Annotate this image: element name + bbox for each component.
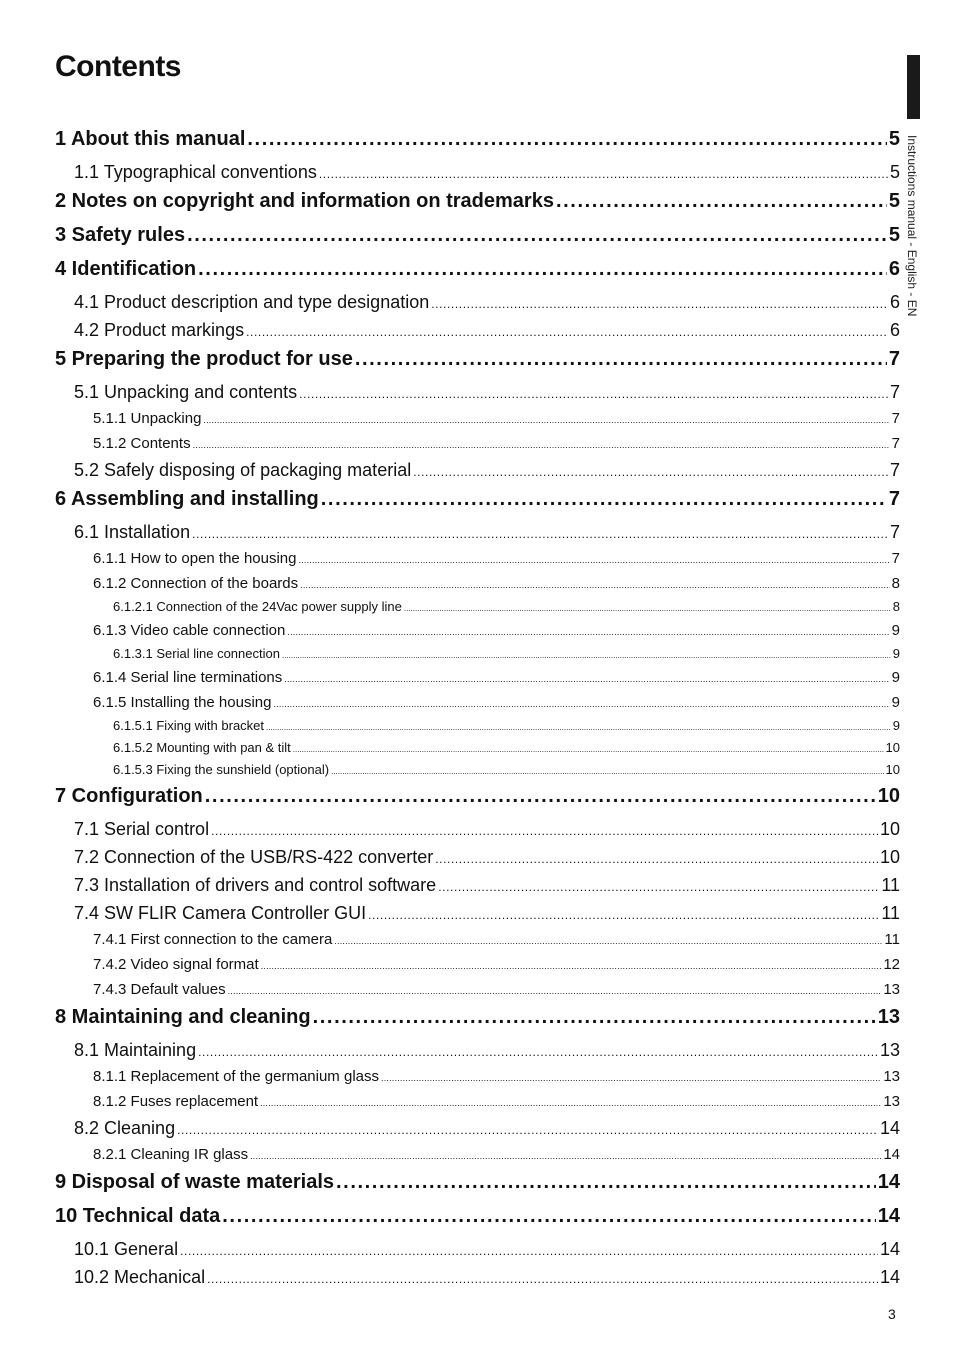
toc-entry[interactable]	[55, 186, 900, 220]
toc-entry[interactable]	[55, 518, 900, 546]
toc-entry[interactable]	[55, 406, 900, 431]
toc-entry-label: 6.1 Installation	[74, 522, 191, 542]
dot-leader	[193, 433, 890, 458]
toc-entry-label: 10.2 Mechanical	[74, 1267, 206, 1287]
toc-entry-page: 13	[883, 981, 900, 998]
toc-entry[interactable]	[55, 690, 900, 715]
toc-entry-label: 6.1.1 How to open the housing	[93, 550, 297, 567]
toc-entry-page: 5	[888, 190, 900, 212]
toc-entry-page: 9	[891, 622, 900, 639]
dot-leader	[313, 1002, 876, 1032]
toc-entry-page: 5	[889, 162, 900, 182]
dot-leader	[273, 692, 889, 717]
toc-entry-label: 8.1 Maintaining	[74, 1040, 197, 1060]
toc-entry-page: 11	[881, 875, 900, 895]
toc-entry[interactable]	[55, 254, 900, 288]
dot-leader	[198, 254, 887, 284]
toc-entry-label: 6.1.2 Connection of the boards	[93, 575, 299, 592]
toc-entry-page: 11	[884, 931, 900, 948]
toc-entry[interactable]	[55, 1064, 900, 1089]
toc-entry[interactable]	[55, 1114, 900, 1142]
dot-leader	[246, 318, 888, 346]
dot-leader	[300, 573, 890, 598]
toc-entry[interactable]	[55, 288, 900, 316]
toc-entry-label: 7.4 SW FLIR Camera Controller GUI	[74, 903, 367, 923]
dot-leader	[177, 1116, 878, 1144]
dot-leader	[287, 620, 889, 645]
toc-entry[interactable]	[55, 1089, 900, 1114]
toc-entry-page: 14	[883, 1146, 900, 1163]
toc-entry[interactable]	[55, 843, 900, 871]
dot-leader	[435, 845, 878, 873]
toc-entry[interactable]	[55, 546, 900, 571]
toc-entry-page: 13	[879, 1040, 900, 1060]
toc-entry-page: 13	[883, 1068, 900, 1085]
toc-entry-page: 7	[891, 550, 900, 567]
toc-entry-label: 6.1.5.1 Fixing with bracket	[113, 718, 265, 733]
toc-entry-page: 7	[888, 488, 900, 510]
dot-leader	[284, 667, 889, 692]
toc-entry[interactable]	[55, 781, 900, 815]
toc-entry[interactable]	[55, 715, 900, 737]
toc-entry-label: 6.1.2.1 Connection of the 24Vac power supply line	[113, 599, 402, 614]
toc-entry-page: 14	[879, 1118, 900, 1138]
toc-entry-label: 7.4.3 Default values	[93, 981, 226, 998]
toc-entry-page: 14	[879, 1239, 900, 1259]
toc-entry-page: 8	[892, 599, 900, 614]
toc-entry[interactable]	[55, 124, 900, 158]
toc-entry-page: 10	[879, 819, 900, 839]
toc-entry-label: 4 Identification	[55, 258, 197, 280]
toc-entry-label: 8.1.2 Fuses replacement	[93, 1093, 259, 1110]
toc-entry[interactable]	[55, 158, 900, 186]
dot-leader	[266, 717, 891, 739]
toc-entry[interactable]	[55, 431, 900, 456]
toc-entry-label: 7.1 Serial control	[74, 819, 210, 839]
dot-leader	[413, 458, 888, 486]
dot-leader	[192, 520, 888, 548]
table-of-contents	[55, 124, 900, 1291]
toc-entry-label: 5.1 Unpacking and contents	[74, 382, 298, 402]
toc-entry[interactable]	[55, 571, 900, 596]
toc-entry-label: 7.4.2 Video signal format	[93, 956, 259, 973]
toc-entry-label: 10.1 General	[74, 1239, 179, 1259]
dot-leader	[556, 186, 887, 216]
toc-entry[interactable]	[55, 927, 900, 952]
toc-entry-label: 6.1.4 Serial line terminations	[93, 669, 283, 686]
toc-entry-label: 1 About this manual	[55, 128, 246, 150]
toc-entry-label: 6.1.5.2 Mounting with pan & tilt	[113, 740, 291, 755]
toc-entry-page: 13	[877, 1006, 900, 1028]
dot-leader	[228, 979, 882, 1004]
toc-entry-label: 4.1 Product description and type designation	[74, 292, 430, 312]
toc-entry-page: 5	[888, 224, 900, 246]
toc-entry-label: 4.2 Product markings	[74, 320, 245, 340]
toc-entry-page: 7	[891, 410, 900, 427]
toc-entry[interactable]	[55, 596, 900, 618]
dot-leader	[431, 290, 888, 318]
toc-entry-label: 7.3 Installation of drivers and control software	[74, 875, 437, 895]
page-number: 3	[888, 1306, 896, 1322]
toc-entry[interactable]	[55, 1263, 900, 1291]
toc-entry-page: 14	[877, 1205, 900, 1227]
toc-entry-label: 8 Maintaining and cleaning	[55, 1006, 311, 1028]
dot-leader	[355, 344, 887, 374]
toc-entry-label: 6.1.5.3 Fixing the sunshield (optional)	[113, 762, 330, 777]
side-label: Instructions manual - English - EN	[905, 135, 919, 317]
toc-entry-label: 8.2.1 Cleaning IR glass	[93, 1146, 249, 1163]
toc-entry-page: 12	[883, 956, 900, 973]
page-title: Contents	[55, 50, 181, 83]
toc-entry-label: 2 Notes on copyright and information on trademarks	[55, 190, 554, 212]
toc-entry[interactable]	[55, 456, 900, 484]
toc-entry[interactable]	[55, 977, 900, 1002]
toc-entry-page: 10	[885, 762, 900, 777]
toc-entry[interactable]	[55, 1201, 900, 1235]
toc-entry-label: 5.1.2 Contents	[93, 435, 191, 452]
toc-entry-label: 6 Assembling and installing	[55, 488, 319, 510]
toc-entry-page: 9	[892, 718, 900, 733]
dot-leader	[187, 220, 887, 250]
toc-entry-label: 6.1.3 Video cable connection	[93, 622, 286, 639]
toc-entry[interactable]	[55, 815, 900, 843]
dot-leader	[222, 1201, 875, 1231]
dot-leader	[334, 929, 882, 954]
toc-entry-label: 8.2 Cleaning	[74, 1118, 176, 1138]
toc-entry[interactable]	[55, 484, 900, 518]
toc-entry[interactable]	[55, 220, 900, 254]
dot-leader	[321, 484, 887, 514]
toc-entry-page: 6	[889, 292, 900, 312]
toc-entry[interactable]	[55, 1142, 900, 1167]
dot-leader	[404, 598, 891, 620]
toc-entry-label: 1.1 Typographical conventions	[74, 162, 317, 182]
dot-leader	[331, 761, 883, 783]
toc-entry-label: 5.1.1 Unpacking	[93, 410, 202, 427]
dot-leader	[336, 1167, 876, 1197]
toc-entry[interactable]	[55, 1036, 900, 1064]
dot-leader	[198, 1038, 878, 1066]
toc-entry-page: 9	[892, 646, 900, 661]
toc-entry-label: 7.4.1 First connection to the camera	[93, 931, 333, 948]
dot-leader	[299, 380, 888, 408]
toc-entry[interactable]	[55, 737, 900, 759]
toc-entry-page: 10	[879, 847, 900, 867]
dot-leader	[261, 954, 882, 979]
toc-entry-page: 9	[891, 669, 900, 686]
toc-entry-label: 8.1.1 Replacement of the germanium glass	[93, 1068, 379, 1085]
toc-entry-label: 9 Disposal of waste materials	[55, 1171, 335, 1193]
dot-leader	[293, 739, 884, 761]
dot-leader	[180, 1237, 878, 1265]
toc-entry[interactable]	[55, 378, 900, 406]
dot-leader	[282, 645, 891, 667]
toc-entry[interactable]	[55, 1167, 900, 1201]
toc-entry-page: 7	[889, 460, 900, 480]
toc-entry-page: 10	[877, 785, 900, 807]
toc-entry-page: 11	[881, 903, 900, 923]
dot-leader	[381, 1066, 881, 1091]
dot-leader	[298, 548, 889, 573]
dot-leader	[207, 1265, 878, 1293]
toc-entry-page: 14	[879, 1267, 900, 1287]
toc-entry-page: 7	[889, 522, 900, 542]
toc-entry-label: 7.2 Connection of the USB/RS-422 converter	[74, 847, 434, 867]
toc-entry-page: 7	[889, 382, 900, 402]
dot-leader	[319, 160, 888, 188]
toc-entry[interactable]	[55, 952, 900, 977]
toc-entry-label: 6.1.5 Installing the housing	[93, 694, 272, 711]
toc-entry-page: 6	[888, 258, 900, 280]
toc-entry-page: 8	[891, 575, 900, 592]
toc-entry-label: 6.1.3.1 Serial line connection	[113, 646, 280, 661]
toc-entry-label: 5 Preparing the product for use	[55, 348, 353, 370]
dot-leader	[438, 873, 879, 901]
toc-entry[interactable]	[55, 1002, 900, 1036]
dot-leader	[205, 781, 876, 811]
toc-entry[interactable]	[55, 665, 900, 690]
toc-entry[interactable]	[55, 759, 900, 781]
toc-entry[interactable]	[55, 899, 900, 927]
dot-leader	[260, 1091, 881, 1116]
dot-leader	[368, 901, 879, 929]
toc-entry-label: 7 Configuration	[55, 785, 203, 807]
toc-entry-label: 3 Safety rules	[55, 224, 186, 246]
toc-entry-page: 10	[885, 740, 900, 755]
toc-entry-page: 7	[891, 435, 900, 452]
toc-entry[interactable]	[55, 316, 900, 344]
toc-entry-page: 5	[888, 128, 900, 150]
side-tab-marker	[907, 55, 920, 119]
toc-entry[interactable]	[55, 1235, 900, 1263]
toc-entry[interactable]	[55, 344, 900, 378]
toc-entry-page: 6	[889, 320, 900, 340]
toc-entry-page: 7	[888, 348, 900, 370]
toc-entry-label: 10 Technical data	[55, 1205, 221, 1227]
dot-leader	[211, 817, 878, 845]
toc-entry-page: 9	[891, 694, 900, 711]
toc-entry[interactable]	[55, 643, 900, 665]
toc-entry-label: 5.2 Safely disposing of packaging material	[74, 460, 412, 480]
dot-leader	[250, 1144, 881, 1169]
dot-leader	[203, 408, 889, 433]
toc-entry[interactable]	[55, 871, 900, 899]
toc-entry[interactable]	[55, 618, 900, 643]
toc-entry-page: 13	[883, 1093, 900, 1110]
dot-leader	[247, 124, 886, 154]
toc-entry-page: 14	[877, 1171, 900, 1193]
